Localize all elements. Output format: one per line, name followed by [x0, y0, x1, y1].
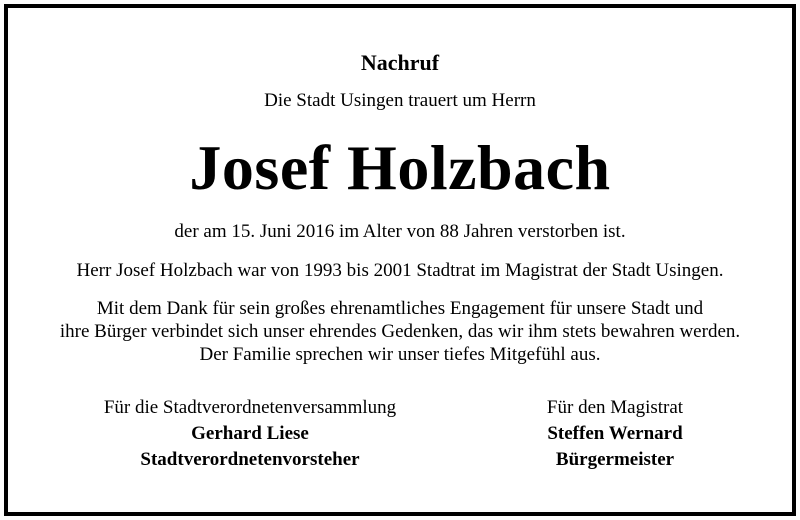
signature-magistrate-title: Bürgermeister — [555, 449, 675, 470]
service-line: Herr Josef Holzbach war von 1993 bis 2001 Stadtrat im Magistrat der Stadt Usingen. — [76, 260, 724, 281]
signature-council-name: Gerhard Liese — [191, 423, 309, 444]
notice-intro: Die Stadt Usingen trauert um Herrn — [264, 90, 536, 111]
thanks-line-1: Mit dem Dank für sein großes ehrenamtliches Engagement für unsere Stadt und — [96, 298, 704, 319]
death-line: der am 15. Juni 2016 im Alter von 88 Jahren verstorben ist. — [174, 221, 626, 242]
deceased-name: Josef Holzbach — [189, 132, 611, 203]
thanks-line-2: ihre Bürger verbindet sich unser ehrendes Gedenken, das wir ihm stets bewahren werden. — [59, 321, 741, 342]
signature-council — [60, 395, 440, 473]
signature-magistrate-name: Steffen Wernard — [547, 423, 683, 444]
signature-magistrate — [465, 395, 765, 473]
notice-heading: Nachruf — [360, 50, 440, 75]
signature-council-title: Stadtverordnetenvorsteher — [140, 449, 360, 470]
signature-magistrate-for: Für den Magistrat — [546, 397, 684, 418]
thanks-line-3: Der Familie sprechen wir unser tiefes Mitgefühl aus. — [199, 344, 601, 365]
signature-council-for: Für die Stadtverordnetenversammlung — [103, 397, 397, 418]
